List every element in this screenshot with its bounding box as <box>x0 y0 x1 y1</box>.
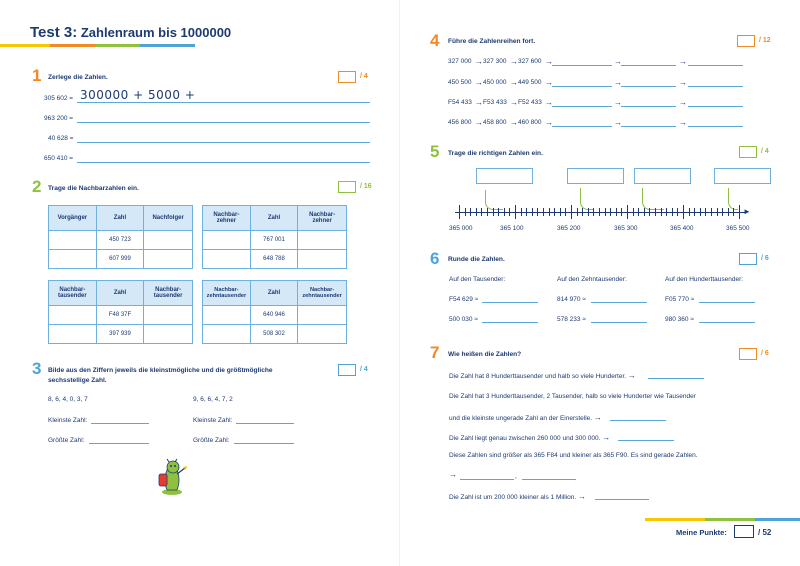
numberline-label: 365 100 <box>500 225 524 232</box>
minor-tick <box>638 208 639 216</box>
answer-line[interactable] <box>595 499 649 500</box>
arrow-icon: → <box>475 118 483 127</box>
digit-set-1: 8, 6, 4, 0, 3, 7 <box>48 396 88 403</box>
riddle-text: Die Zahl hat 3 Hunderttausender, 2 Tausender, halb so viele Hunderter wie Tausender <box>449 393 696 400</box>
arrow-icon: → <box>510 118 518 127</box>
sequence-value: 450 000 <box>483 79 507 86</box>
arrow-icon: → <box>475 98 483 107</box>
minor-tick <box>649 208 650 216</box>
minor-tick <box>481 208 482 216</box>
number-line-arrow-icon: ► <box>743 207 751 216</box>
neighbor-table-2: Nachbar- zehner Zahl Nachbar- zehner 767 001 648 788 <box>202 205 347 269</box>
round-heading: Auf den Tausender: <box>449 276 506 283</box>
sequence-value: F53 433 <box>483 99 507 106</box>
task-number: 1 <box>32 66 42 85</box>
answer-line[interactable] <box>621 106 676 107</box>
answer-line[interactable] <box>77 142 370 143</box>
task-instruction: Trage die Nachbarzahlen ein. <box>48 185 139 192</box>
minor-tick <box>577 208 578 216</box>
sequence-value: 327 300 <box>483 58 507 65</box>
arrow-icon: → <box>614 78 622 87</box>
minor-tick <box>493 208 494 216</box>
answer-line[interactable] <box>234 443 294 444</box>
sequence-value: 327 000 <box>448 58 472 65</box>
answer-line[interactable] <box>621 126 676 127</box>
minor-tick <box>655 208 656 216</box>
task-instruction: Bilde aus den Ziffern jeweils die kleinstmögliche und die größtmögliche sechsstellige Zahl. <box>48 367 273 384</box>
arrow-icon: → <box>614 118 622 127</box>
minor-tick <box>588 208 589 216</box>
numberline-label: 365 400 <box>670 225 694 232</box>
score-box[interactable] <box>739 146 757 158</box>
minor-tick <box>599 208 600 216</box>
answer-line[interactable] <box>591 302 647 303</box>
major-tick <box>627 205 628 219</box>
minor-tick <box>565 208 566 216</box>
arrow-icon: → <box>679 98 687 107</box>
task-number: 6 <box>430 249 440 268</box>
numberline-label: 365 200 <box>557 225 581 232</box>
task-instruction: Zerlege die Zahlen. <box>48 74 108 81</box>
task-number: 7 <box>430 343 440 362</box>
minor-tick <box>526 208 527 216</box>
answer-line[interactable] <box>699 322 755 323</box>
task-number: 3 <box>32 359 42 378</box>
sequence-value: 460 800 <box>518 119 542 126</box>
score-total: / 16 <box>360 183 372 190</box>
minor-tick <box>717 208 718 216</box>
answer-line[interactable] <box>460 479 514 480</box>
total-score-box[interactable] <box>734 525 754 538</box>
minor-tick <box>661 208 662 216</box>
major-tick <box>459 205 460 219</box>
mascot-illustration <box>155 458 190 496</box>
answer-line[interactable] <box>618 440 674 441</box>
minor-tick <box>593 208 594 216</box>
task-instruction: Wie heißen die Zahlen? <box>448 351 522 358</box>
answer-line[interactable] <box>610 420 666 421</box>
minor-tick <box>644 208 645 216</box>
task-instruction: Trage die richtigen Zahlen ein. <box>448 150 543 157</box>
numberline-answer-box[interactable] <box>714 168 771 184</box>
minor-tick <box>498 208 499 216</box>
major-tick <box>739 205 740 219</box>
arrow-icon: → <box>679 78 687 87</box>
score-box[interactable] <box>338 364 356 376</box>
minor-tick <box>616 208 617 216</box>
answer-line[interactable] <box>77 122 370 123</box>
pointer-line <box>728 188 738 210</box>
major-tick <box>683 205 684 219</box>
sequence-value: F52 433 <box>518 99 542 106</box>
decompose-label: 40 628 = <box>48 135 74 142</box>
pointer-line <box>580 188 594 210</box>
sequence-value: F54 433 <box>448 99 472 106</box>
largest-label: Größte Zahl: <box>193 437 230 444</box>
task-number: 2 <box>32 177 42 196</box>
answer-line[interactable] <box>482 302 538 303</box>
minor-tick <box>504 208 505 216</box>
minor-tick <box>705 208 706 216</box>
total-score-label: Meine Punkte: <box>676 528 727 537</box>
answer-line[interactable] <box>552 86 612 87</box>
score-box[interactable] <box>338 71 356 83</box>
arrow-icon: → <box>545 98 553 107</box>
answer-line[interactable] <box>236 423 294 424</box>
minor-tick <box>621 208 622 216</box>
riddle-text: Diese Zahlen sind größer als 365 F84 und kleiner als 365 F90. Es sind gerade Zahlen. <box>449 452 698 459</box>
decompose-label: 305 602 = <box>44 95 74 102</box>
sequence-value: 450 500 <box>448 79 472 86</box>
answer-line[interactable] <box>552 65 612 66</box>
decompose-label: 650 410 = <box>44 155 74 162</box>
riddle-text: und die kleinste ungerade Zahl an der Einerstelle. → <box>449 413 602 422</box>
numberline-label: 365 300 <box>614 225 638 232</box>
score-total: / 4 <box>761 148 769 155</box>
total-score-max: / 52 <box>758 528 772 537</box>
minor-tick <box>543 208 544 216</box>
pointer-line <box>642 188 664 210</box>
page-title: Test 3: Zahlenraum bis 1000000 <box>30 24 232 41</box>
answer-line[interactable] <box>688 126 743 127</box>
minor-tick <box>537 208 538 216</box>
minor-tick <box>476 208 477 216</box>
minor-tick <box>677 208 678 216</box>
answer-line[interactable] <box>89 443 149 444</box>
sequence-value: 327 600 <box>518 58 542 65</box>
riddle-text: Die Zahl ist um 200 000 kleiner als 1 Million. → <box>449 492 586 501</box>
round-heading: Auf den Zehntausender: <box>557 276 627 283</box>
answer-line[interactable] <box>688 86 743 87</box>
minor-tick <box>694 208 695 216</box>
score-total: / 12 <box>759 37 771 44</box>
arrow-icon: → <box>614 57 622 66</box>
arrow-icon: → <box>510 57 518 66</box>
minor-tick <box>549 208 550 216</box>
sequence-value: 449 500 <box>518 79 542 86</box>
neighbor-table-3: Nachbar- tausender Zahl Nachbar- tausender F48 37F 397 939 <box>48 280 193 344</box>
decompose-label: 963 200 = <box>44 115 74 122</box>
score-box[interactable] <box>338 181 356 193</box>
answer-line[interactable] <box>552 126 612 127</box>
handwritten-answer: 300000 + 5000 + <box>80 88 196 102</box>
answer-line[interactable] <box>648 378 704 379</box>
score-total: / 4 <box>360 73 368 80</box>
numberline-label: 365 000 <box>449 225 473 232</box>
minor-tick <box>532 208 533 216</box>
minor-tick <box>521 208 522 216</box>
numberline-answer-box[interactable] <box>634 168 691 184</box>
round-label: 500 030 ≈ <box>449 316 478 323</box>
arrow-icon: → <box>510 78 518 87</box>
sequence-value: 456 800 <box>448 119 472 126</box>
separator-comma: , <box>515 473 517 480</box>
arrow-icon: → <box>449 470 457 479</box>
score-box[interactable] <box>737 35 755 47</box>
arrow-icon: → <box>614 98 622 107</box>
answer-line[interactable] <box>621 86 676 87</box>
round-heading: Auf den Hunderttausender: <box>665 276 744 283</box>
neighbor-table-4: Nachbar- zehntausender Zahl Nachbar- zehntausender 640 946 508 302 <box>202 280 347 344</box>
round-label: 980 360 ≈ <box>665 316 694 323</box>
pointer-line <box>485 190 503 210</box>
smallest-label: Kleinste Zahl: <box>193 417 233 424</box>
answer-line[interactable] <box>482 322 538 323</box>
digit-set-2: 9, 6, 6, 4, 7, 2 <box>193 396 233 403</box>
round-label: 578 233 ≈ <box>557 316 586 323</box>
largest-label: Größte Zahl: <box>48 437 85 444</box>
arrow-icon: → <box>545 118 553 127</box>
minor-tick <box>470 208 471 216</box>
minor-tick <box>666 208 667 216</box>
answer-line[interactable] <box>77 102 370 103</box>
score-total: / 6 <box>761 255 769 262</box>
score-total: / 4 <box>360 366 368 373</box>
minor-tick <box>711 208 712 216</box>
numberline-answer-box[interactable] <box>476 168 533 184</box>
answer-line[interactable] <box>522 479 576 480</box>
score-box[interactable] <box>739 348 757 360</box>
score-total: / 6 <box>761 350 769 357</box>
minor-tick <box>722 208 723 216</box>
round-label: F54 629 ≈ <box>449 296 479 303</box>
round-label: 814 970 ≈ <box>557 296 586 303</box>
answer-line[interactable] <box>699 302 755 303</box>
neighbor-table-1: Vorgänger Zahl Nachfolger 450 723 607 999 <box>48 205 193 269</box>
minor-tick <box>509 208 510 216</box>
task-number: 5 <box>430 142 440 161</box>
minor-tick <box>610 208 611 216</box>
answer-line[interactable] <box>688 65 743 66</box>
arrow-icon: → <box>475 78 483 87</box>
score-box[interactable] <box>739 253 757 265</box>
minor-tick <box>465 208 466 216</box>
task-instruction: Führe die Zahlenreihen fort. <box>448 38 536 45</box>
minor-tick <box>554 208 555 216</box>
minor-tick <box>689 208 690 216</box>
minor-tick <box>733 208 734 216</box>
major-tick <box>571 205 572 219</box>
answer-line[interactable] <box>552 106 612 107</box>
minor-tick <box>672 208 673 216</box>
sequence-value: 458 800 <box>483 119 507 126</box>
answer-line[interactable] <box>621 65 676 66</box>
minor-tick <box>560 208 561 216</box>
answer-line[interactable] <box>77 162 370 163</box>
riddle-text: Die Zahl liegt genau zwischen 260 000 und 300 000. → <box>449 433 611 442</box>
major-tick <box>515 205 516 219</box>
arrow-icon: → <box>679 57 687 66</box>
task-instruction: Runde die Zahlen. <box>448 256 505 263</box>
round-label: F05 770 ≈ <box>665 296 695 303</box>
arrow-icon: → <box>475 57 483 66</box>
minor-tick <box>633 208 634 216</box>
arrow-icon: → <box>545 78 553 87</box>
minor-tick <box>582 208 583 216</box>
answer-line[interactable] <box>591 322 647 323</box>
arrow-icon: → <box>510 98 518 107</box>
riddle-text: Die Zahl hat 8 Hunderttausender und halb so viele Hunderter. → <box>449 371 636 380</box>
numberline-label: 365 500 <box>726 225 750 232</box>
arrow-icon: → <box>679 118 687 127</box>
answer-line[interactable] <box>688 106 743 107</box>
answer-line[interactable] <box>91 423 149 424</box>
smallest-label: Kleinste Zahl: <box>48 417 88 424</box>
minor-tick <box>728 208 729 216</box>
minor-tick <box>487 208 488 216</box>
numberline-answer-box[interactable] <box>567 168 624 184</box>
minor-tick <box>605 208 606 216</box>
task-number: 4 <box>430 31 440 50</box>
minor-tick <box>700 208 701 216</box>
arrow-icon: → <box>545 57 553 66</box>
